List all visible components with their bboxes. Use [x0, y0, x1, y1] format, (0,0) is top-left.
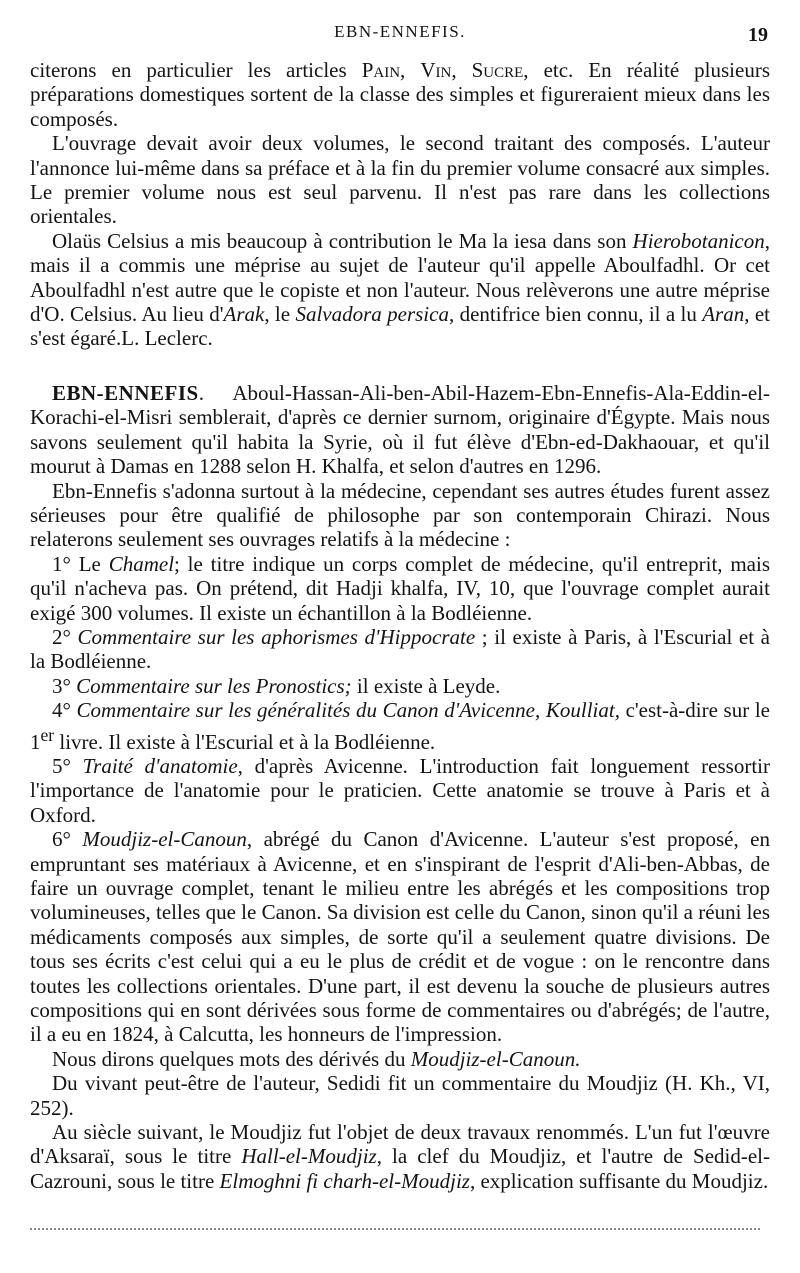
- entry-headword: EBN-ENNEFIS: [52, 380, 199, 405]
- entry-paragraph: Du vivant peut-être de l'auteur, Sedidi fit un commentaire du Moudjiz (H. Kh., VI, 252).: [30, 1071, 770, 1120]
- work-title: Commentaire sur les aphorismes d'Hippocrate: [77, 624, 476, 649]
- footer-dotted-rule: [30, 1228, 760, 1230]
- article-ref-sucre: Sucre: [471, 58, 524, 82]
- article-ref-vin: Vin: [420, 58, 452, 82]
- work-item-4: 4° Commentaire sur les généralités du Canon d'Avicenne, Koulliat, c'est-à-dire sur le 1er livre. Il existe à l'Escurial et à la Bodléienne.: [30, 698, 770, 754]
- entry-intro: EBN-ENNEFIS. Aboul-Hassan-Ali-ben-Abil-Hazem-Ebn-Ennefis-Ala-Eddin-el-Korachi-el-Misri semblerait, d'après ce dernier surnom, originaire d'Égypte. Mais nous savons seulement qu'il habita la Syrie, où il fut élève d'Ebn-ed-Dakhaouar, et qu'il mourut à Damas en 1288 selon H. Khalfa, et selon d'autres en 1296.: [30, 380, 770, 479]
- article-ref-pain: Pain: [361, 58, 401, 82]
- page-number: 19: [748, 24, 768, 46]
- prev-article-paragraph: Olaüs Celsius a mis beaucoup à contribution le Ma la iesa dans son Hierobotanicon, mais il a commis une méprise au sujet de l'auteur qu'il appelle Aboulfadhl. Or cet Aboulfadhl n'est autre que le copiste et non l'auteur. Nous relèverons une autre méprise d'O. Celsius. Au lieu d'Arak, le Salvadora persica, dentifrice bien connu, il a lu Aran, et s'est égaré.L. Leclerc.: [30, 228, 770, 351]
- author-signature: L. Leclerc.: [121, 326, 213, 351]
- work-title: Traité d'anatomie: [82, 753, 238, 778]
- work-title: Moudjiz-el-Canoun: [82, 827, 247, 852]
- entry-paragraph: Ebn-Ennefis s'adonna surtout à la médecine, cependant ses autres études furent assez sérieuses pour être qualifié de philosophe par son contemporain Chirazi. Nous relaterons seulement ses ouvrages relatifs à la médecine :: [30, 478, 770, 552]
- entry-paragraph: Au siècle suivant, le Moudjiz fut l'objet de deux travaux renommés. L'un fut l'œuvre d'Aksaraï, sous le titre Hall-el-Moudjiz, la clef du Moudjiz, et l'autre de Sedid-el-Cazrouni, sous le titre Elmoghni fi charh-el-Moudjiz, explication suffisante du Moudjiz.: [30, 1120, 770, 1193]
- work-item-3: 3° Commentaire sur les Pronostics; il existe à Leyde.: [52, 673, 501, 698]
- page-header: [30, 0, 770, 58]
- section-gap: [30, 351, 770, 381]
- entry-paragraph: Nous dirons quelques mots des dérivés du Moudjiz-el-Canoun.: [52, 1046, 581, 1071]
- body-text: [30, 58, 770, 1193]
- work-item-2: 2° Commentaire sur les aphorismes d'Hippocrate ; il existe à Paris, à l'Escurial et à la Bodléienne.: [30, 624, 770, 674]
- work-title: Commentaire sur les généralités du Canon d'Avicenne, Koulliat,: [76, 698, 620, 723]
- prev-article-paragraph: citerons en particulier les articles Pain, Vin, Sucre, etc. En réalité plusieurs préparations domestiques sortent de la classe des simples et figureraient mieux dans les composés.: [30, 58, 771, 131]
- work-item-6: 6° Moudjiz-el-Canoun, abrégé du Canon d'Avicenne. L'auteur s'est proposé, en empruntant ses matériaux à Avicenne, et en s'inspirant de l'esprit d'Ali-ben-Abbas, de faire un ouvrage complet, tenant le milieu entre les abrégés et les compositions trop volumineuses, telles que le Canon. Sa division est celle du Canon, sinon qu'il a réuni les médicaments composés aux simples, de sorte qu'il a seulement quatre divisions. De tous ses écrits c'est celui qui a eu le plus de crédit et de vogue : on le rencontre dans toutes les collections orientales. D'une part, il est devenu la souche de plusieurs autres compositions qui en sont dérivées sous forme de commentaires ou d'abrégés; de l'autre, il a eu en 1824, à Calcutta, les honneurs de l'impression.: [30, 827, 770, 1047]
- prev-article-paragraph: L'ouvrage devait avoir deux volumes, le second traitant des composés. L'auteur l'annonce lui-même dans sa préface et à la fin du premier volume consacré aux simples. Le premier volume nous est seul parvenu. Il n'est pas rare dans les collections orientales.: [30, 131, 770, 229]
- document-page: [30, 0, 770, 1273]
- work-title: Commentaire sur les Pronostics;: [76, 673, 352, 698]
- work-item-1: 1° Le Chamel; le titre indique un corps complet de médecine, qu'il entreprit, mais qu'il n'acheva pas. On prétend, dit Hadji khalfa, IV, 10, que l'ouvrage complet aurait exigé 300 volumes. Il existe un échantillon à la Bodléienne.: [30, 551, 771, 625]
- running-head: EBN-ENNEFIS.: [334, 22, 466, 41]
- work-item-5: 5° Traité d'anatomie, d'après Avicenne. L'introduction fait longuement ressortir l'importance de l'anatomie pour le praticien. Cette anatomie se trouve à Paris et à Oxford.: [30, 753, 770, 827]
- work-title: Chamel: [108, 551, 175, 576]
